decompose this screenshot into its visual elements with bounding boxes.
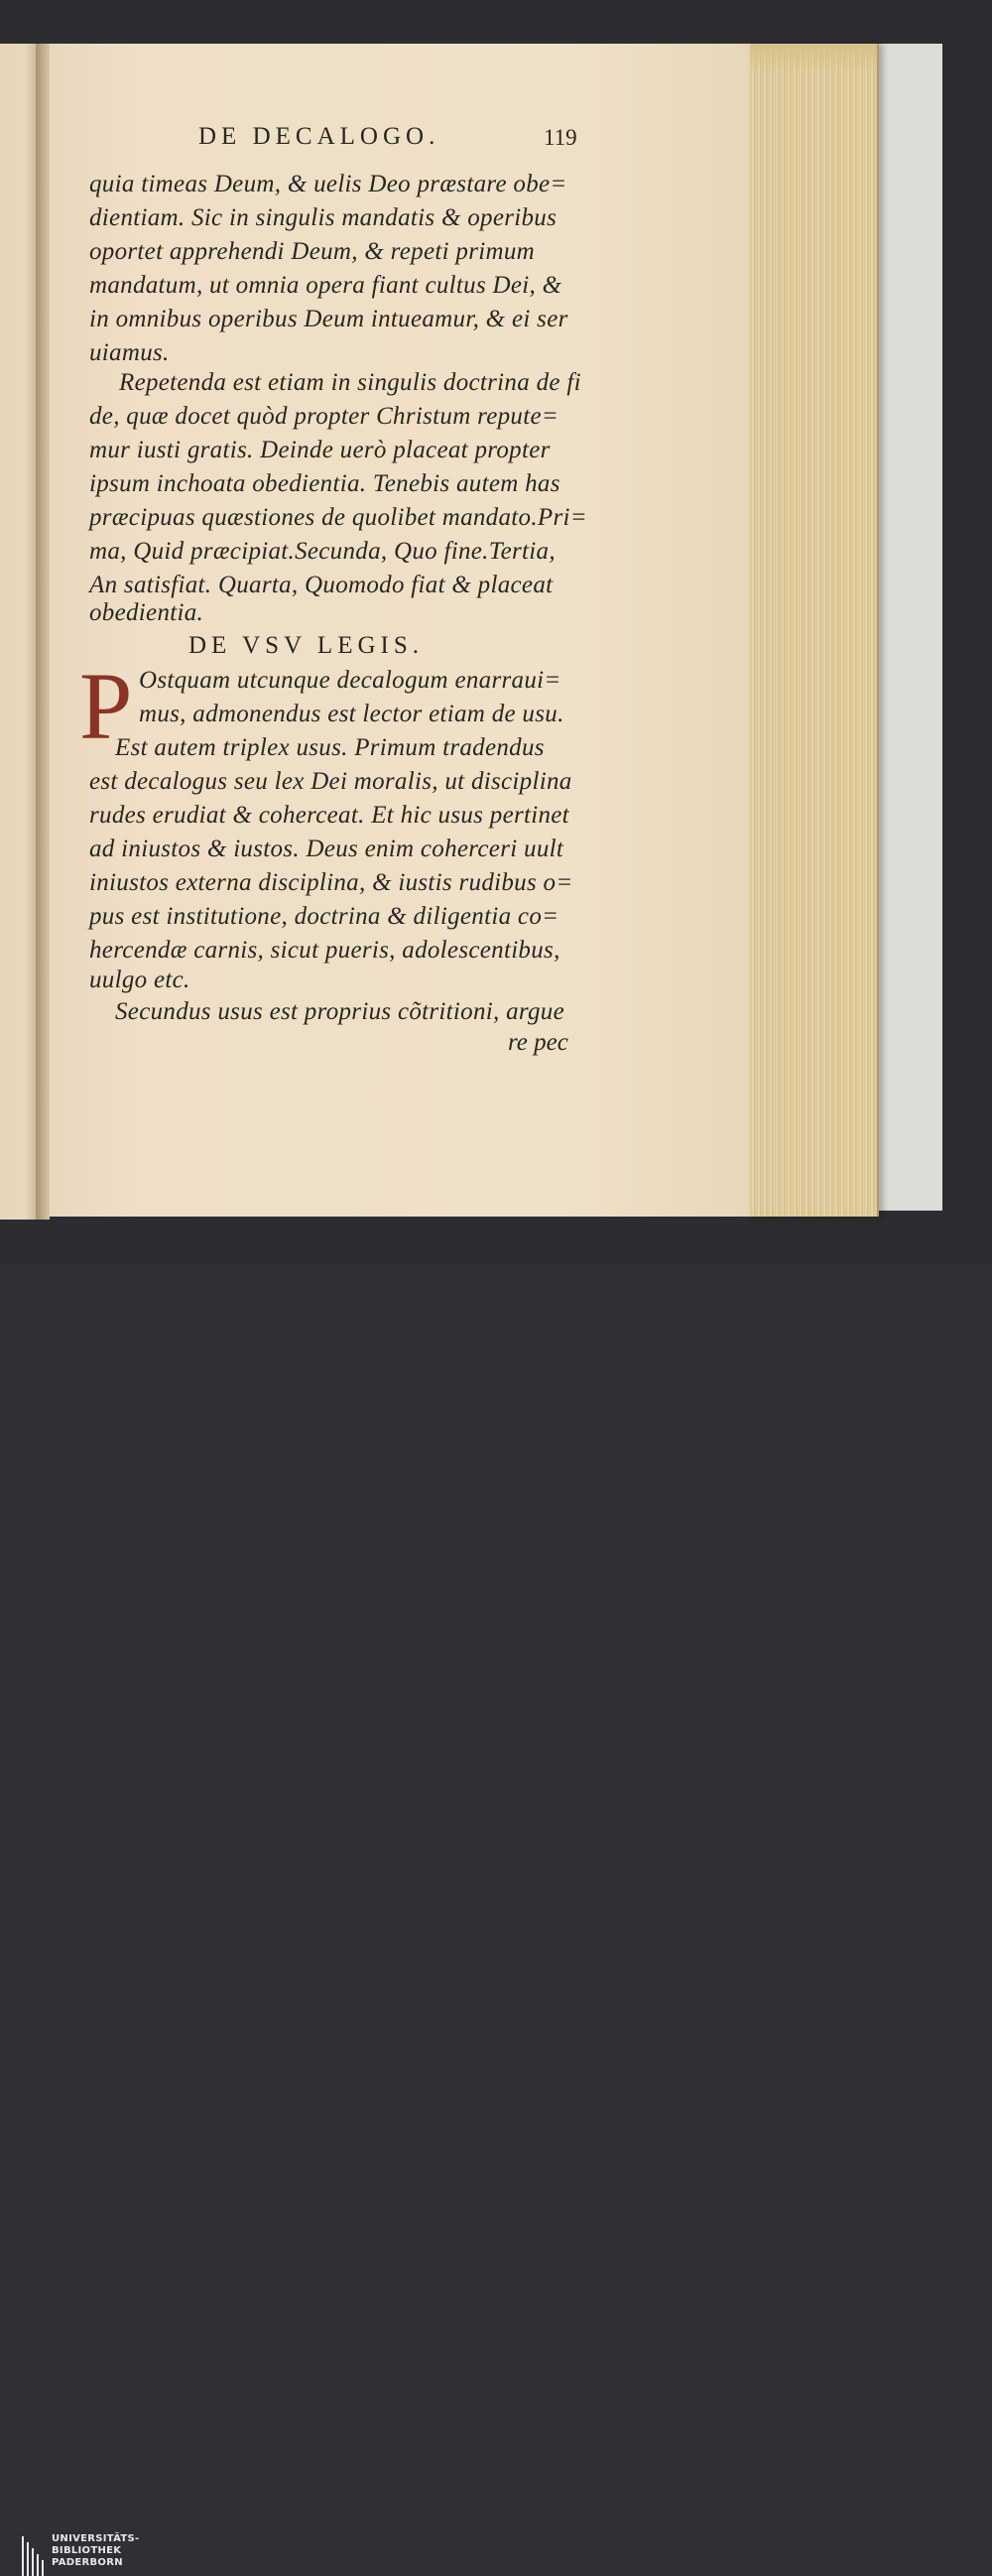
scan-viewport — [0, 0, 992, 1265]
text-line: hercendæ carnis, sicut pueris, adolescentibus, — [89, 937, 560, 964]
library-logo-icon — [22, 2536, 44, 2576]
text-line: in omnibus operibus Deum intueamur, & ei ser — [89, 306, 568, 332]
text-line: mandatum, ut omnia opera fiant cultus Dei, & — [89, 272, 562, 299]
text-line: An satisfiat. Quarta, Quomodo fiat & placeat — [89, 572, 554, 598]
text-line: quia timeas Deum, & uelis Deo præstare obe= — [89, 171, 567, 197]
text-line: Repetenda est etiam in singulis doctrina de fi — [119, 369, 581, 396]
catchword: re pec — [508, 1029, 568, 1056]
text-line: mus, admonendus est lector etiam de usu. — [139, 701, 564, 727]
left-page-edge — [0, 44, 40, 1220]
text-line: de, quæ docet quòd propter Christum repute= — [89, 403, 559, 430]
fore-edge-shade — [750, 44, 877, 71]
text-line: Secundus usus est proprius cõtritioni, argue — [115, 998, 565, 1025]
text-line: Est autem triplex usus. Primum tradendus — [115, 734, 545, 761]
section-heading: DE VSV LEGIS. — [188, 632, 425, 659]
text-line: uulgo etc. — [89, 966, 190, 993]
logo-text-line3: PADERBORN — [52, 2557, 123, 2568]
text-line: uiamus. — [89, 339, 170, 366]
running-head: DE DECALOGO. — [198, 123, 440, 150]
text-line: Ostquam utcunque decalogum enarraui= — [139, 667, 561, 694]
text-line: mur iusti gratis. Deinde uerò placeat propter — [89, 437, 551, 463]
drop-cap: P — [79, 653, 133, 759]
text-line: pus est institutione, doctrina & diligentia co= — [89, 903, 559, 930]
text-line: oportet apprehendi Deum, & repeti primum — [89, 238, 535, 265]
text-line: dientiam. Sic in singulis mandatis & operibus — [89, 204, 558, 231]
footer-bar — [0, 1265, 992, 2568]
logo-text-line2: BIBLIOTHEK — [52, 2545, 122, 2556]
text-line: rudes erudiat & coherceat. Et hic usus pertinet — [89, 802, 569, 829]
text-line: est decalogus seu lex Dei moralis, ut disciplina — [89, 768, 572, 795]
text-line: præcipuas quæstiones de quolibet mandato.Pri= — [89, 504, 587, 531]
fore-edge — [750, 44, 879, 1217]
text-line: ad iniustos & iustos. Deus enim coherceri uult — [89, 836, 564, 862]
text-line: ipsum inchoata obedientia. Tenebis autem has — [89, 470, 560, 497]
logo-text-line1: UNIVERSITÄTS- — [52, 2533, 140, 2544]
text-line: ma, Quid præcipiat.Secunda, Quo fine.Tertia, — [89, 538, 556, 565]
page-gutter — [36, 44, 50, 1220]
text-line: iniustos externa disciplina, & iustis rudibus o= — [89, 869, 573, 896]
page-number: 119 — [544, 125, 577, 150]
text-line: obedientia. — [89, 599, 204, 626]
